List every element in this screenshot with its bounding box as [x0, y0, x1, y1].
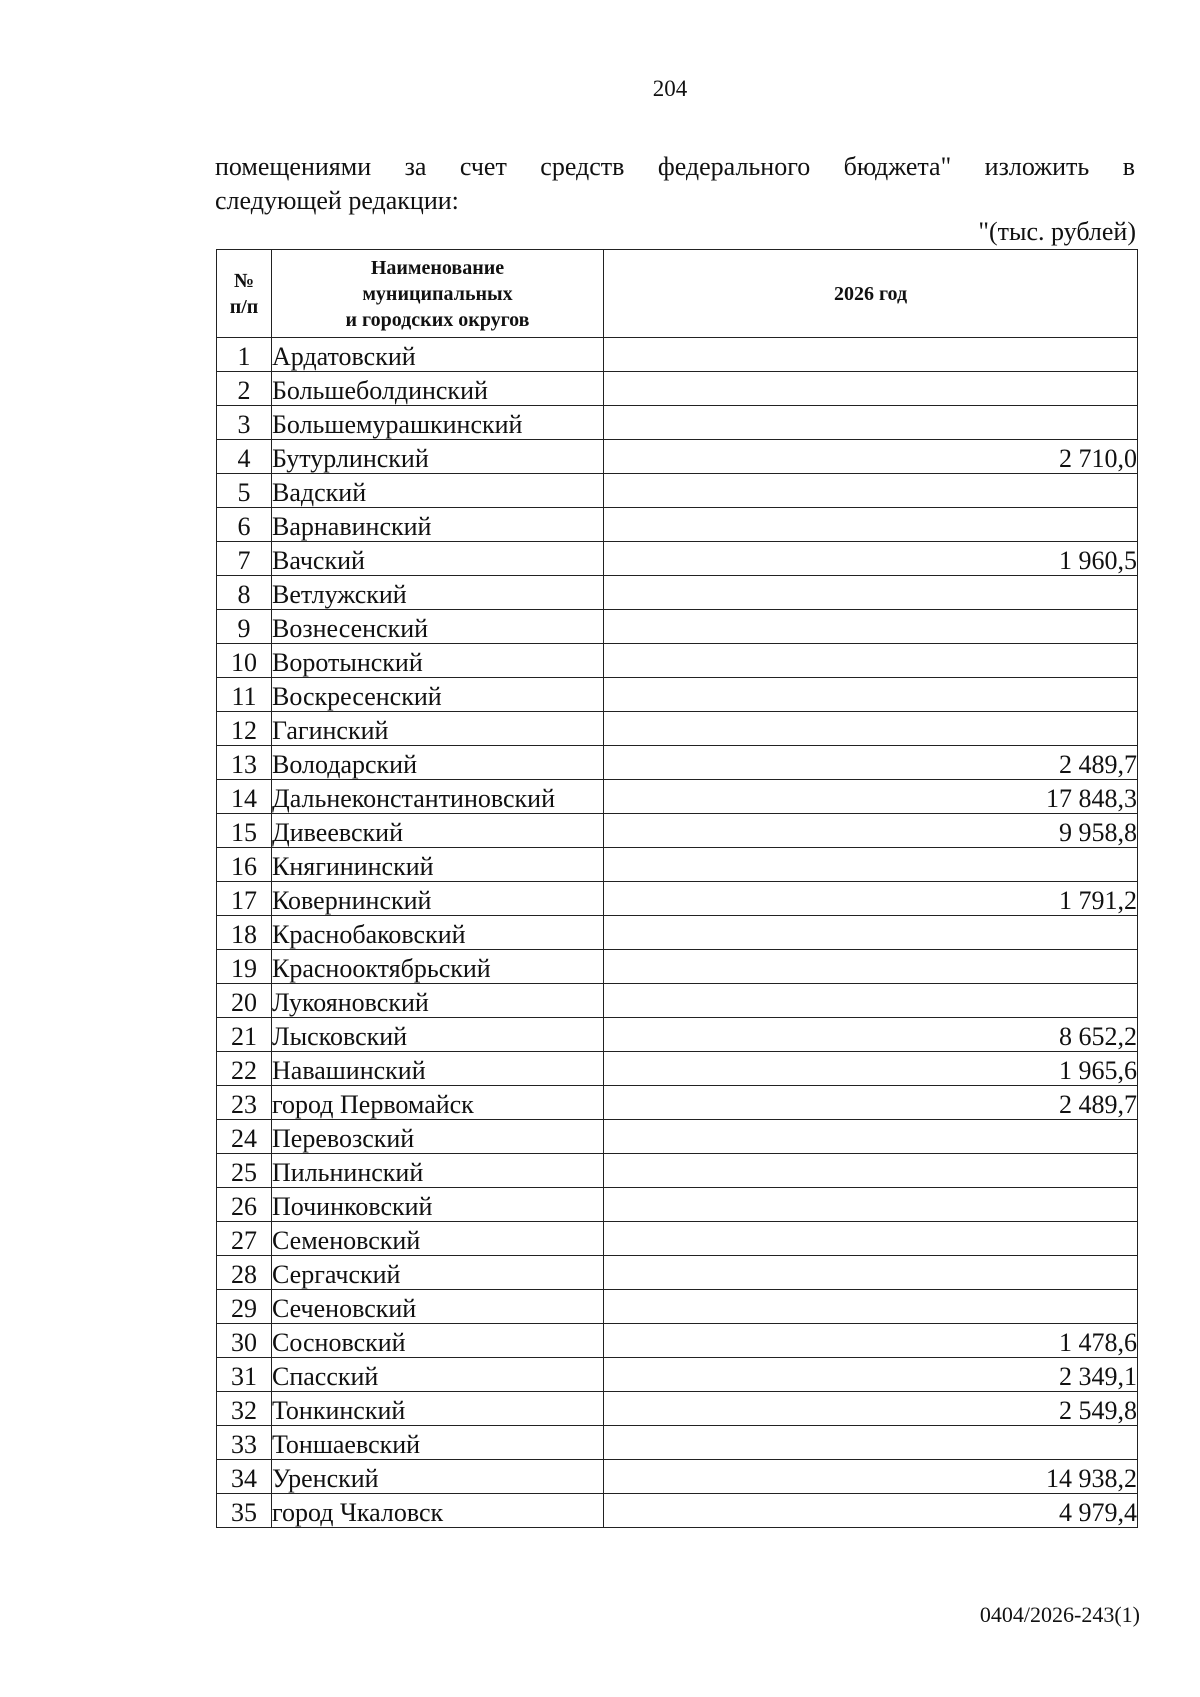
table-body: [217, 338, 1138, 1528]
row-number: 19: [217, 950, 272, 984]
amount-2026: 17 848,3: [604, 780, 1138, 814]
row-number: 32: [217, 1392, 272, 1426]
municipality-name: Сосновский: [272, 1324, 604, 1358]
municipality-name: Бутурлинский: [272, 440, 604, 474]
row-number: 21: [217, 1018, 272, 1052]
municipality-name: Володарский: [272, 746, 604, 780]
municipality-name: Варнавинский: [272, 508, 604, 542]
header-number: [217, 250, 272, 338]
table-row: [217, 1222, 1138, 1256]
municipality-name: Краснооктябрьский: [272, 950, 604, 984]
amount-2026: 2 489,7: [604, 746, 1138, 780]
header-name-line-2: муниципальных: [362, 282, 513, 305]
table-row: [217, 848, 1138, 882]
row-number: 34: [217, 1460, 272, 1494]
table-row: [217, 1154, 1138, 1188]
amount-2026: [604, 1222, 1138, 1256]
amount-2026: [604, 1188, 1138, 1222]
municipality-name: Большемурашкинский: [272, 406, 604, 440]
municipality-name: Тоншаевский: [272, 1426, 604, 1460]
table-row: [217, 1290, 1138, 1324]
row-number: 12: [217, 712, 272, 746]
amount-2026: [604, 712, 1138, 746]
amount-2026: 1 960,5: [604, 542, 1138, 576]
document-code: 0404/2026-243(1): [979, 1602, 1140, 1627]
municipality-name: Лукояновский: [272, 984, 604, 1018]
table-row: [217, 1120, 1138, 1154]
row-number: 20: [217, 984, 272, 1018]
table-row: [217, 372, 1138, 406]
municipality-name: Сергачский: [272, 1256, 604, 1290]
row-number: 22: [217, 1052, 272, 1086]
table-row: [217, 338, 1138, 372]
amount-2026: 1 478,6: [604, 1324, 1138, 1358]
row-number: 15: [217, 814, 272, 848]
municipality-name: Вознесенский: [272, 610, 604, 644]
municipality-name: Перевозский: [272, 1120, 604, 1154]
table-header: [217, 250, 1138, 338]
municipality-name: Большеболдинский: [272, 372, 604, 406]
amount-2026: [604, 678, 1138, 712]
table-row: [217, 1018, 1138, 1052]
row-number: 5: [217, 474, 272, 508]
amount-2026: [604, 644, 1138, 678]
row-number: 28: [217, 1256, 272, 1290]
row-number: 8: [217, 576, 272, 610]
table-row: [217, 1392, 1138, 1426]
table-row: [217, 712, 1138, 746]
table-row: [217, 814, 1138, 848]
header-name-line-3: и городских округов: [345, 308, 530, 331]
amount-2026: [604, 338, 1138, 372]
amount-2026: [604, 1256, 1138, 1290]
amount-2026: [604, 984, 1138, 1018]
row-number: 13: [217, 746, 272, 780]
row-number: 9: [217, 610, 272, 644]
amount-2026: 2 710,0: [604, 440, 1138, 474]
table-row: [217, 1494, 1138, 1528]
table-row: [217, 406, 1138, 440]
municipality-name: Дальнеконстантиновский: [272, 780, 604, 814]
row-number: 6: [217, 508, 272, 542]
municipality-name: Ардатовский: [272, 338, 604, 372]
municipality-name: Уренский: [272, 1460, 604, 1494]
row-number: 18: [217, 916, 272, 950]
row-number: 23: [217, 1086, 272, 1120]
municipality-name: Княгининский: [272, 848, 604, 882]
table-row: [217, 474, 1138, 508]
header-name-line-1: Наименование: [370, 256, 505, 279]
row-number: 24: [217, 1120, 272, 1154]
table-row: [217, 440, 1138, 474]
header-number-line-1: №: [233, 269, 255, 292]
table-row: [217, 1324, 1138, 1358]
municipality-name: Тонкинский: [272, 1392, 604, 1426]
municipality-name: Сеченовский: [272, 1290, 604, 1324]
header-row: [217, 250, 1138, 338]
amount-2026: 1 965,6: [604, 1052, 1138, 1086]
amount-2026: [604, 406, 1138, 440]
header-year-label: 2026 год: [833, 282, 908, 305]
row-number: 31: [217, 1358, 272, 1392]
municipality-name: Навашинский: [272, 1052, 604, 1086]
amount-2026: 14 938,2: [604, 1460, 1138, 1494]
table-row: [217, 1052, 1138, 1086]
amount-2026: [604, 950, 1138, 984]
row-number: 25: [217, 1154, 272, 1188]
table-row: [217, 882, 1138, 916]
municipality-name: город Чкаловск: [272, 1494, 604, 1528]
table-row: [217, 678, 1138, 712]
table-row: [217, 1460, 1138, 1494]
header-name: [272, 250, 604, 338]
header-year: [604, 250, 1138, 338]
municipality-name: Ковернинский: [272, 882, 604, 916]
amount-2026: [604, 1154, 1138, 1188]
municipality-name: Спасский: [272, 1358, 604, 1392]
table-row: [217, 1086, 1138, 1120]
intro-paragraph: [215, 150, 1135, 218]
municipality-name: город Первомайск: [272, 1086, 604, 1120]
row-number: 17: [217, 882, 272, 916]
municipality-name: Вадский: [272, 474, 604, 508]
amount-2026: 1 791,2: [604, 882, 1138, 916]
row-number: 2: [217, 372, 272, 406]
amount-2026: [604, 576, 1138, 610]
amount-2026: [604, 372, 1138, 406]
amount-2026: 2 549,8: [604, 1392, 1138, 1426]
amount-2026: 2 489,7: [604, 1086, 1138, 1120]
intro-line-2: следующей редакции:: [215, 186, 459, 215]
table-row: [217, 1188, 1138, 1222]
municipality-name: Воротынский: [272, 644, 604, 678]
row-number: 33: [217, 1426, 272, 1460]
intro-line-1: помещениями за счет средств федерального бюджета" изложить в: [215, 152, 1135, 181]
table-row: [217, 1426, 1138, 1460]
row-number: 35: [217, 1494, 272, 1528]
municipality-name: Гагинский: [272, 712, 604, 746]
amount-2026: 4 979,4: [604, 1494, 1138, 1528]
amount-2026: [604, 474, 1138, 508]
page-number: 204: [652, 76, 688, 101]
row-number: 29: [217, 1290, 272, 1324]
row-number: 10: [217, 644, 272, 678]
row-number: 30: [217, 1324, 272, 1358]
row-number: 14: [217, 780, 272, 814]
municipality-name: Вачский: [272, 542, 604, 576]
table-row: [217, 644, 1138, 678]
row-number: 16: [217, 848, 272, 882]
row-number: 4: [217, 440, 272, 474]
amount-2026: 9 958,8: [604, 814, 1138, 848]
amount-2026: [604, 1120, 1138, 1154]
row-number: 3: [217, 406, 272, 440]
municipality-name: Воскресенский: [272, 678, 604, 712]
table-row: [217, 984, 1138, 1018]
amount-2026: 2 349,1: [604, 1358, 1138, 1392]
amount-2026: [604, 848, 1138, 882]
table-row: [217, 610, 1138, 644]
table-row: [217, 916, 1138, 950]
municipality-name: Починковский: [272, 1188, 604, 1222]
row-number: 26: [217, 1188, 272, 1222]
municipality-name: Дивеевский: [272, 814, 604, 848]
table-row: [217, 576, 1138, 610]
amount-2026: [604, 916, 1138, 950]
row-number: 27: [217, 1222, 272, 1256]
table-row: [217, 1358, 1138, 1392]
row-number: 11: [217, 678, 272, 712]
municipality-name: Ветлужский: [272, 576, 604, 610]
municipality-name: Семеновский: [272, 1222, 604, 1256]
municipality-name: Пильнинский: [272, 1154, 604, 1188]
amount-2026: [604, 508, 1138, 542]
table-row: [217, 780, 1138, 814]
row-number: 1: [217, 338, 272, 372]
amount-2026: [604, 1426, 1138, 1460]
table-row: [217, 950, 1138, 984]
amount-2026: [604, 1290, 1138, 1324]
table-row: [217, 508, 1138, 542]
units-label: "(тыс. рублей): [978, 217, 1136, 246]
table-row: [217, 542, 1138, 576]
amount-2026: [604, 610, 1138, 644]
table-row: [217, 746, 1138, 780]
budget-table: [216, 249, 1138, 1528]
municipality-name: Краснобаковский: [272, 916, 604, 950]
row-number: 7: [217, 542, 272, 576]
municipality-name: Лысковский: [272, 1018, 604, 1052]
amount-2026: 8 652,2: [604, 1018, 1138, 1052]
table-row: [217, 1256, 1138, 1290]
header-number-line-2: п/п: [229, 295, 259, 318]
